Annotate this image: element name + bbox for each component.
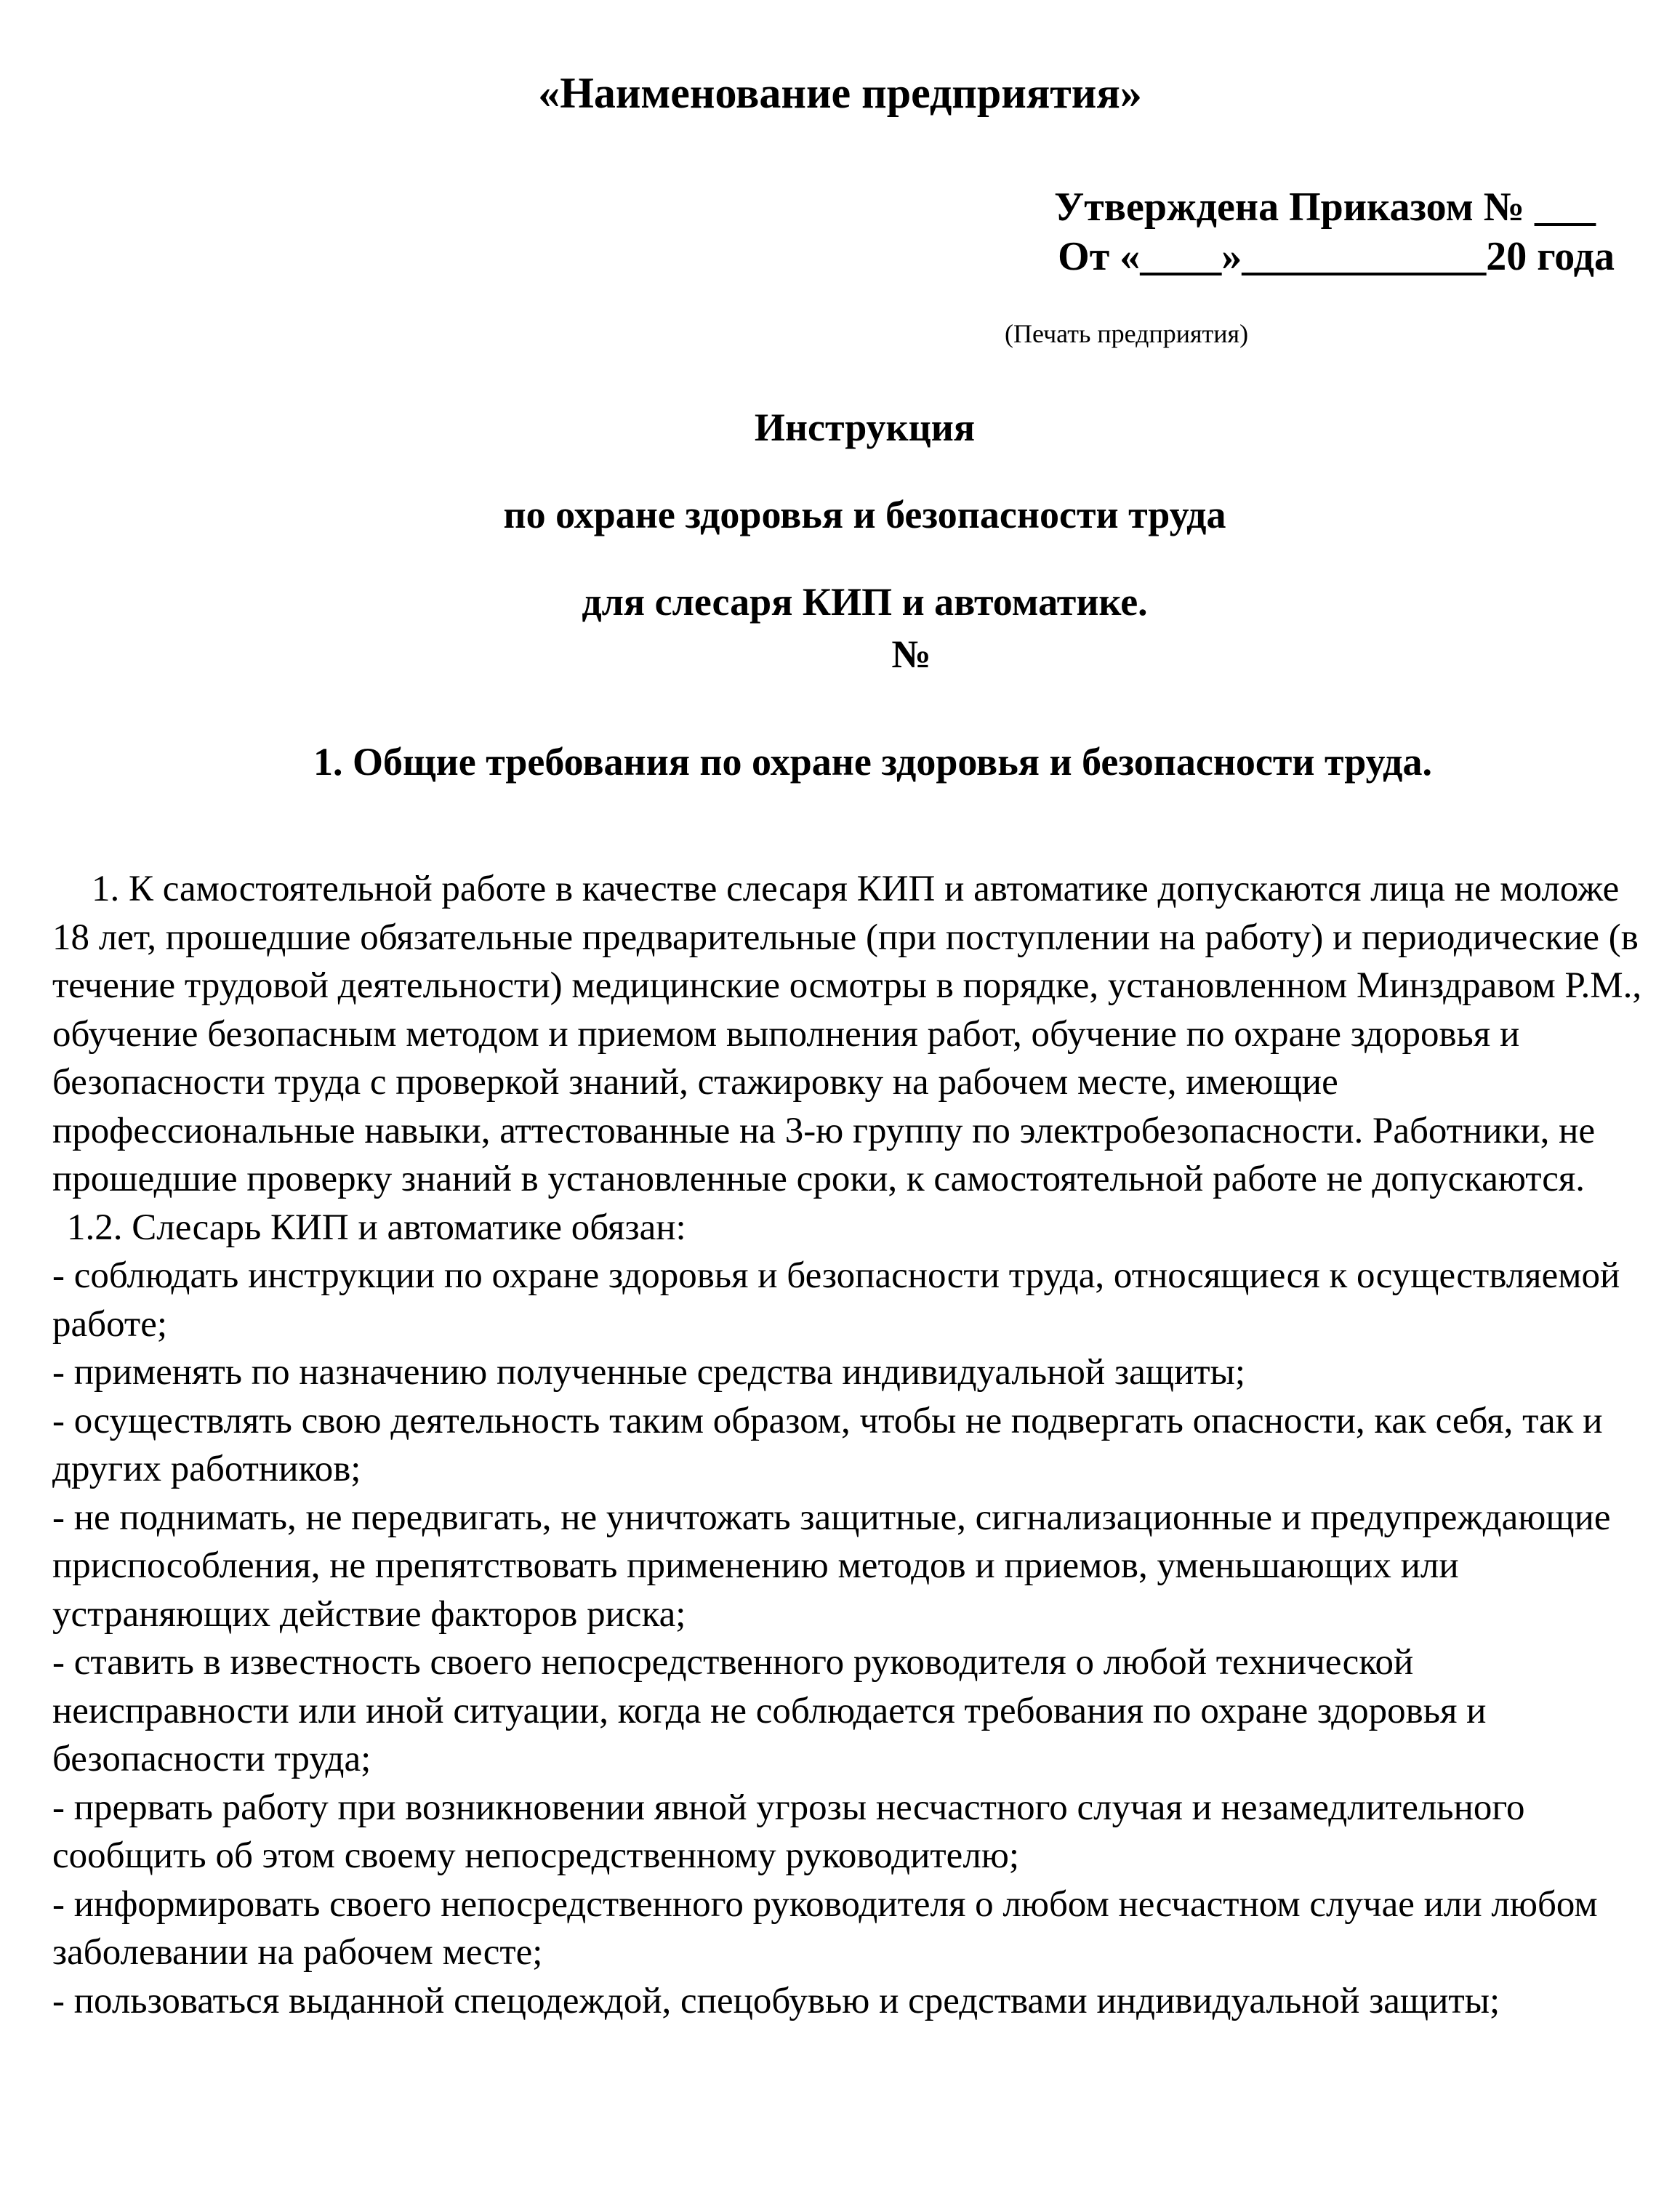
duty-item: - прервать работу при возникновении явной угрозы несчастного случая и незамедлительного сообщить об этом своему непосредственному руководителю; [52,1787,1525,1876]
document-title: Инструкция [754,406,976,449]
section-heading: 1. Общие требования по охране здоровья и безопасности труда. [313,740,1432,784]
duty-item: - применять по назначению полученные средства индивидуальной защиты; [52,1352,1246,1393]
paragraph-admission: 1. К самостоятельной работе в качестве слесаря КИП и автоматике допускаются лица не моложе 18 лет, прошедшие обязательные предварительные (при поступлении на работу) и периодические (в течение трудовой деятельности) медицинские осмотры в порядке, установленном Минздравом Р.М., обучение безопасным методом и приемом выполнения работ, обучение по охране здоровья и безопасности труда с проверкой знаний, стажировку на рабочем месте, имеющие профессиональные навыки, аттестованные на 3-ю группу по электробезопасности. Работники, не прошедшие проверку знаний в установленные сроки, к самостоятельной работе не допускаются. [52,869,1642,1199]
duty-item: - соблюдать инструкции по охране здоровья и безопасности труда, относящиеся к осуществляемой работе; [52,1255,1620,1345]
stamp-note: (Печать предприятия) [1005,319,1249,348]
duty-item: - ставить в известность своего непосредственного руководителя о любой технической неисправности или иной ситуации, когда не соблюдается требования по охране здоровья и безопасности труда; [52,1642,1487,1779]
section-body [52,865,1644,2025]
duty-item: - осуществлять свою деятельность таким образом, чтобы не подвергать опасности, как себя, так и других работников; [52,1400,1603,1489]
approval-order-line: Утверждена Приказом № ___ [1054,185,1596,230]
duty-item: - пользоваться выданной спецодеждой, спецобувью и средствами индивидуальной защиты; [52,1980,1500,2021]
document-subtitle-profession: для слесаря КИП и автоматике. [582,580,1148,624]
duty-item: - информировать своего непосредственного руководителя о любом несчастном случае или любом заболевании на рабочем месте; [52,1883,1598,1973]
paragraph-duties-intro: 1.2. Слесарь КИП и автоматике обязан: [67,1207,686,1248]
document-number-sign: № [891,632,931,676]
document-subtitle: по охране здоровья и безопасности труда [503,493,1226,536]
company-name: «Наименование предприятия» [538,69,1142,117]
duty-item: - не поднимать, не передвигать, не уничтожать защитные, сигнализационные и предупреждающие приспособления, не препятствовать применению методов и приемов, уменьшающих или устраняющих действие факторов риска; [52,1497,1611,1635]
approval-date-line: От «____»____________20 года [1058,234,1615,279]
